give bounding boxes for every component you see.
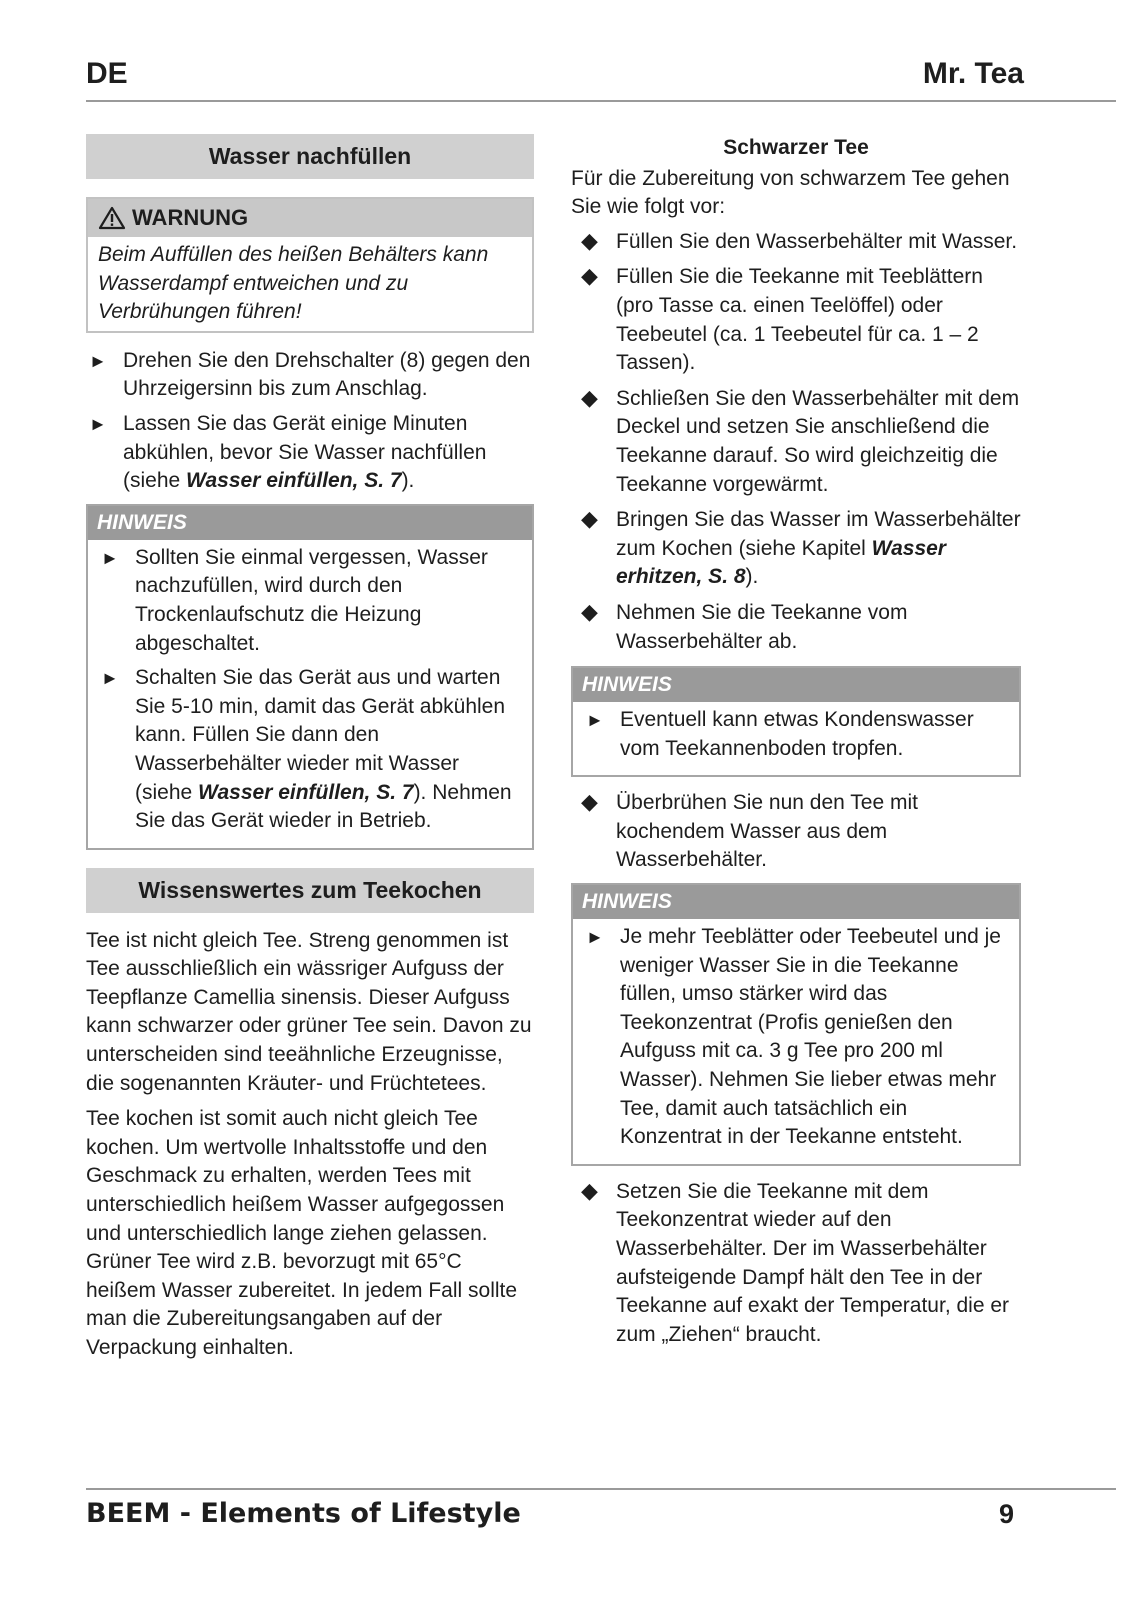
note-box <box>571 666 1021 777</box>
cross-reference: Wasser einfüllen, S. 7 <box>186 469 402 493</box>
section-title-tea-knowledge: Wissenswertes zum Teekochen <box>86 868 534 913</box>
list-item: ► Eventuell kann etwas Kondenswasser vom Teekannenboden tropfen. <box>586 708 974 760</box>
cross-reference: Wasser einfüllen, S. 7 <box>198 780 414 804</box>
list-item: ◆ Setzen Sie die Teekanne mit dem Teekonzentrat wieder auf den Wasserbehälter. Der im Wasserbehälter aufsteigende Dampf hält den Tee in der Teekanne auf exakt der Temperatur, die er zum „Ziehen“ braucht. <box>581 1177 1010 1346</box>
right-column <box>571 134 1021 1356</box>
triangle-right-icon: ► <box>101 668 119 689</box>
triangle-right-icon: ► <box>89 413 107 434</box>
header-divider <box>86 100 1116 102</box>
note-box <box>86 504 534 850</box>
footer-divider <box>86 1488 1116 1490</box>
header-product-name: Mr. Tea <box>922 57 1024 90</box>
list-item: ► Lassen Sie das Gerät einige Minuten abkühlen, bevor Sie Wasser nachfüllen (siehe Wasser einfüllen, S. 7). <box>89 411 487 493</box>
triangle-right-icon: ► <box>586 710 604 731</box>
page-number: 9 <box>998 1499 1014 1529</box>
list-item: ► Je mehr Teeblätter oder Teebeutel und je weniger Wasser Sie in die Teekanne füllen, umso stärker wird das Teekonzentrat (Profis genießen den Aufguss mit ca. 3 g Tee pro 200 ml Wasser). Nehmen Sie lieber etwas mehr Tee, damit auch tatsächlich ein Konzentrat in der Teekanne entsteht. <box>586 925 1001 1149</box>
list-item: ► Schalten Sie das Gerät aus und warten Sie 5-10 min, damit das Gerät abkühlen kann. Füllen Sie dann den Wasserbehälter wieder mit Wasser (siehe Wasser einfüllen, S. 7). Nehmen Sie das Gerät wieder in Betrieb. <box>101 666 512 833</box>
warning-header <box>88 199 532 237</box>
note-header: HINWEIS <box>88 506 532 540</box>
diamond-icon: ◆ <box>581 789 598 815</box>
note-header: HINWEIS <box>573 885 1019 919</box>
diamond-icon: ◆ <box>581 598 598 624</box>
note-box <box>571 883 1021 1166</box>
note-header: HINWEIS <box>573 668 1019 702</box>
diamond-icon: ◆ <box>581 263 598 289</box>
list-item: ◆ Nehmen Sie die Teekanne vom Wasserbehälter ab. <box>581 598 908 653</box>
black-tea-steps <box>571 228 1021 656</box>
left-column <box>86 134 534 1370</box>
diamond-icon: ◆ <box>581 227 598 253</box>
paragraph: Tee kochen ist somit auch nicht gleich Tee kochen. Um wertvolle Inhaltsstoffe und den Geschmack zu erhalten, werden Tees mit unterschiedlich heißem Wasser aufgegossen und unterschiedlich lange ziehen gelassen. Grüner Tee wird z.B. bevorzugt mit 65°C heißem Wasser zubereitet. In jedem Fall sollte man die Zubereitungsangaben auf der Verpackung einhalten. <box>86 1107 518 1359</box>
list-item: ► Sollten Sie einmal vergessen, Wasser nachzufüllen, wird durch den Trockenlaufschutz die Heizung abgeschaltet. <box>101 545 488 655</box>
list-item: ◆ Überbrühen Sie nun den Tee mit kochendem Wasser aus dem Wasserbehälter. <box>581 789 918 872</box>
list-item: ► Drehen Sie den Drehschalter (8) gegen den Uhrzeigersinn bis zum Anschlag. <box>89 348 531 401</box>
triangle-right-icon: ► <box>89 350 107 371</box>
list-item: ◆ Füllen Sie den Wasserbehälter mit Wasser. <box>571 228 1021 257</box>
subsection-title-black-tea: Schwarzer Tee <box>723 136 869 159</box>
intro-text: Für die Zubereitung von schwarzem Tee gehen Sie wie folgt vor: <box>571 166 1010 219</box>
list-item: ◆ Schließen Sie den Wasserbehälter mit dem Deckel und setzen Sie anschließend die Teekanne darauf. So wird gleichzeitig die Teekanne vorgewärmt. <box>581 384 1020 496</box>
diamond-icon: ◆ <box>581 1177 598 1203</box>
diamond-icon: ◆ <box>581 506 598 532</box>
list-item: ◆ Bringen Sie das Wasser im Wasserbehälter zum Kochen (siehe Kapitel Wasser erhitzen, S. 8). <box>581 506 1021 589</box>
warning-box <box>86 197 534 333</box>
warning-label: WARNUNG <box>132 205 249 230</box>
footer-brand: BEEM - Elements of Lifestyle <box>86 1498 521 1529</box>
section-title-refill: Wasser nachfüllen <box>86 134 534 179</box>
triangle-right-icon: ► <box>586 927 604 948</box>
list-item: ◆ Füllen Sie die Teekanne mit Teeblättern (pro Tasse ca. einen Teelöffel) oder Teebeutel (ca. 1 Teebeutel für ca. 1 – 2 Tassen). <box>581 263 983 375</box>
warning-triangle-icon <box>98 206 126 230</box>
header-language: DE <box>86 57 128 90</box>
triangle-right-icon: ► <box>101 547 119 568</box>
refill-steps <box>86 347 534 496</box>
paragraph: Tee ist nicht gleich Tee. Streng genommen ist Tee ausschließlich ein wässriger Aufguss der Teepflanze Camellia sinensis. Dieser Aufguss kann schwarzer oder grüner Tee sein. Davon zu unterscheiden sind teeähnliche Erzeugnisse, die sogenannten Kräuter- und Früchtetees. <box>86 928 532 1095</box>
warning-text: Beim Auffüllen des heißen Behälters kann Wasserdampf entweichen und zu Verbrühungen führen! <box>98 243 489 324</box>
diamond-icon: ◆ <box>581 384 598 410</box>
cross-reference: Wasser erhitzen, S. 8 <box>616 536 946 589</box>
